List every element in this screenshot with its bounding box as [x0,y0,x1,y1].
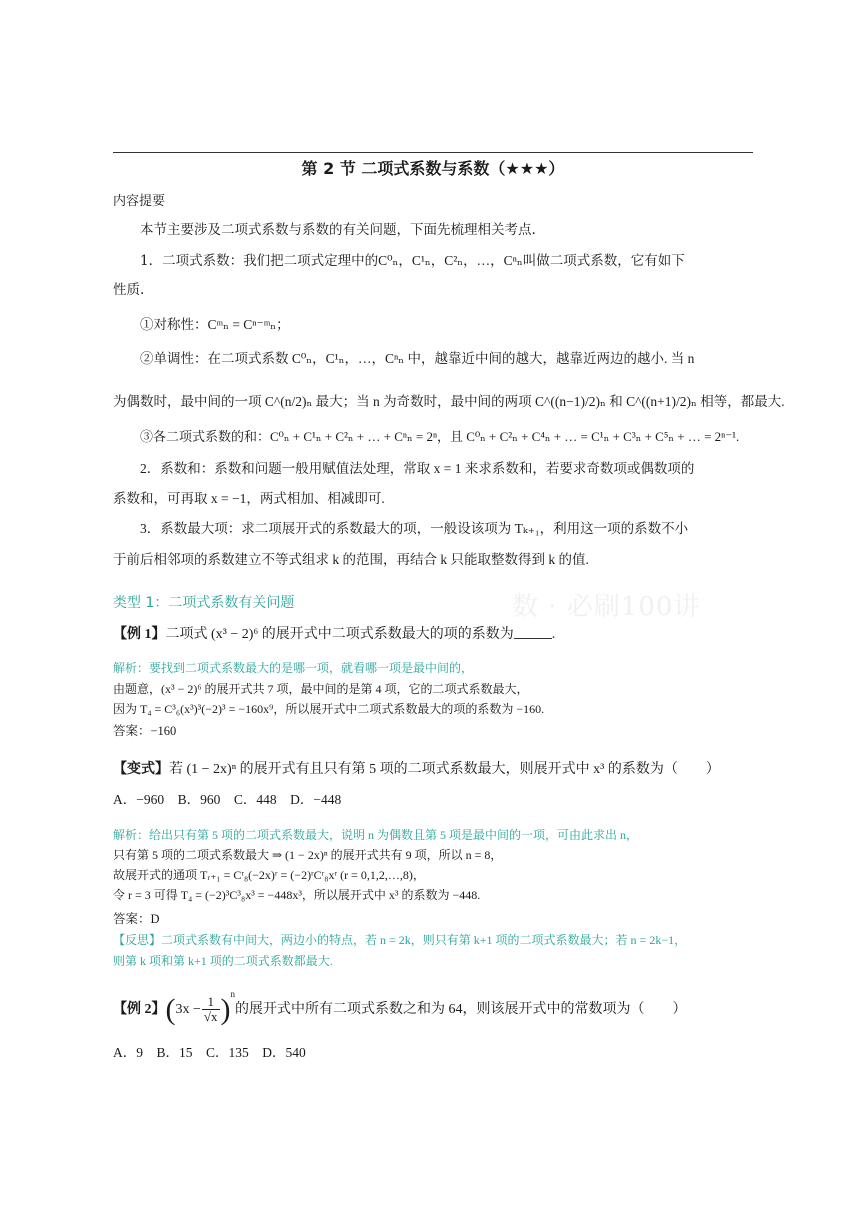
answer-blank [514,626,552,639]
variant-label: 【变式】 [113,762,169,777]
example1-answer: 答案：−160 [113,724,177,738]
point1-suffix: 叫做二项式系数，它有如下 [522,253,685,269]
property-monotonic: ②单调性：在二项式系数 C⁰ₙ，C¹ₙ，…，Cⁿₙ 中，越靠近中间的越大，越靠近两边的越小. 当 n [140,351,695,366]
variant-text: 若 (1 − 2x)ⁿ 的展开式有且只有第 5 项的二项式系数最大，则展开式中 x³ 的系数为（ ） [169,762,720,777]
reflection-label: 【反思】 [113,933,162,947]
example1-solution-line1 [113,659,473,676]
example1-solution-line3: 因为 T₄ = C³₆(x³)³(−2)³ = −160x⁹，所以展开式中二项式系数最大的项的系数为 −160. [113,702,545,716]
example2-options [113,1046,306,1060]
variant-solution-line2: 只有第 5 项的二项式系数最大 ⇒ (1 − 2x)ⁿ 的展开式共有 9 项，所以 n = 8， [113,848,503,862]
point2-line2: 系数和，可再取 x = −1，两式相加、相减即可. [113,491,385,506]
example1-solution-line2: 由题意，(x³ − 2)⁶ 的展开式共 7 项，最中间的是第 4 项，它的二项式系数最大， [113,682,529,696]
example1-question [113,626,555,642]
example1-label: 【例 1】 [113,627,166,642]
point1-line2: 性质. [113,282,145,298]
example2-question [113,990,687,1025]
example1-period: . [551,627,556,642]
variant-solution-line3: 故展开式的通项 Tᵣ₊₁ = Cʳ₈(−2x)ʳ = (−2)ʳCʳ₈xʳ (r = 0,1,2,…,8)， [113,868,425,882]
right-paren: ) [220,993,231,1026]
type1-heading: 类型 1：二项式系数有关问题 [113,595,295,611]
exponent: n [230,989,236,999]
solution-label: 解析： [113,661,150,675]
option-c: C．135 [206,1045,249,1060]
reflection-line1 [113,931,686,948]
reflection-text: 二项式系数有中间大，两边小的特点，若 n = 2k，则只有第 k+1 项的二项式系数最大；若 n = 2k−1， [161,933,687,947]
point1-line [140,254,685,269]
property-sum: ③各二项式系数的和：C⁰ₙ + C¹ₙ + C²ₙ + … + Cⁿₙ = 2ⁿ，且 C⁰ₙ + C²ₙ + C⁴ₙ + … = C¹ₙ + C³ₙ + C⁵ₙ + … = 2ⁿ⁻¹. [140,429,740,444]
option-d: D．540 [262,1045,306,1060]
header-rule [113,152,753,153]
point1-prefix: 1．二项式系数：我们把二项式定理中的 [140,253,379,269]
property-symmetry: ①对称性：Cᵐₙ = Cⁿ⁻ᵐₙ； [140,317,290,332]
solution-hint: 要找到二项式系数最大的是哪一项，就看哪一项是最中间的， [149,661,474,675]
section-title: 第 2 节 二项式系数与系数（★★★） [301,159,565,178]
fraction-numerator: 1 [202,995,220,1010]
option-b: B．15 [156,1045,193,1060]
expr-term: 3x − [175,1002,201,1017]
watermark-text: 数 · 必刷100讲 [512,592,701,622]
variant-question [113,763,720,777]
variant-solution-line4: 令 r = 3 可得 T₄ = (−2)³C³₈x³ = −448x³，所以展开式中 x³ 的系数为 −448. [113,888,481,902]
left-paren: ( [165,993,176,1026]
example2-text: 的展开式中所有二项式系数之和为 64，则该展开式中的常数项为（ ） [235,1002,687,1017]
solution-hint: 给出只有第 5 项的二项式系数最大，说明 n 为偶数且第 5 项是最中间的一项，可由此求出 n， [149,828,639,842]
example2-label: 【例 2】 [113,1002,166,1017]
example1-text: 二项式 (x³ − 2)⁶ 的展开式中二项式系数最大的项的系数为 [165,627,514,642]
reflection-line2: 则第 k 项和第 k+1 项的二项式系数都最大. [113,954,333,968]
fraction-denominator: √x [203,1009,218,1025]
point1-terms: C⁰ₙ，C¹ₙ，C²ₙ，…，Cⁿₙ [378,253,523,268]
point3-line2: 于前后相邻项的系数建立不等式组求 k 的范围，再结合 k 只能取整数得到 k 的值. [113,552,589,567]
option-b: B．960 [177,792,221,807]
point3-line: 3．系数最大项：求二项展开式的系数最大的项，一般设该项为 Tₖ₊₁，利用这一项的系数不小 [140,521,689,536]
option-d: D．−448 [290,792,342,807]
option-a: A．−960 [113,792,165,807]
point2-line: 2．系数和：系数和问题一般用赋值法处理，常取 x = 1 来求系数和，若要求奇数项或偶数项的 [140,461,695,476]
variant-answer: 答案：D [113,912,160,926]
solution-label: 解析： [113,828,150,842]
variant-options [113,793,341,807]
variant-solution-line1 [113,826,638,843]
fraction [202,995,220,1025]
option-c: C．448 [233,792,277,807]
summary-heading: 内容提要 [113,194,166,209]
option-a: A．9 [113,1045,143,1060]
property-monotonic-line2: 为偶数时，最中间的一项 C^(n/2)ₙ 最大；当 n 为奇数时，最中间的两项 C^((n−1)/2)ₙ 和 C^((n+1)/2)ₙ 相等，都最大. [113,394,785,409]
intro-line: 本节主要涉及二项式系数与系数的有关问题，下面先梳理相关考点. [140,222,536,238]
